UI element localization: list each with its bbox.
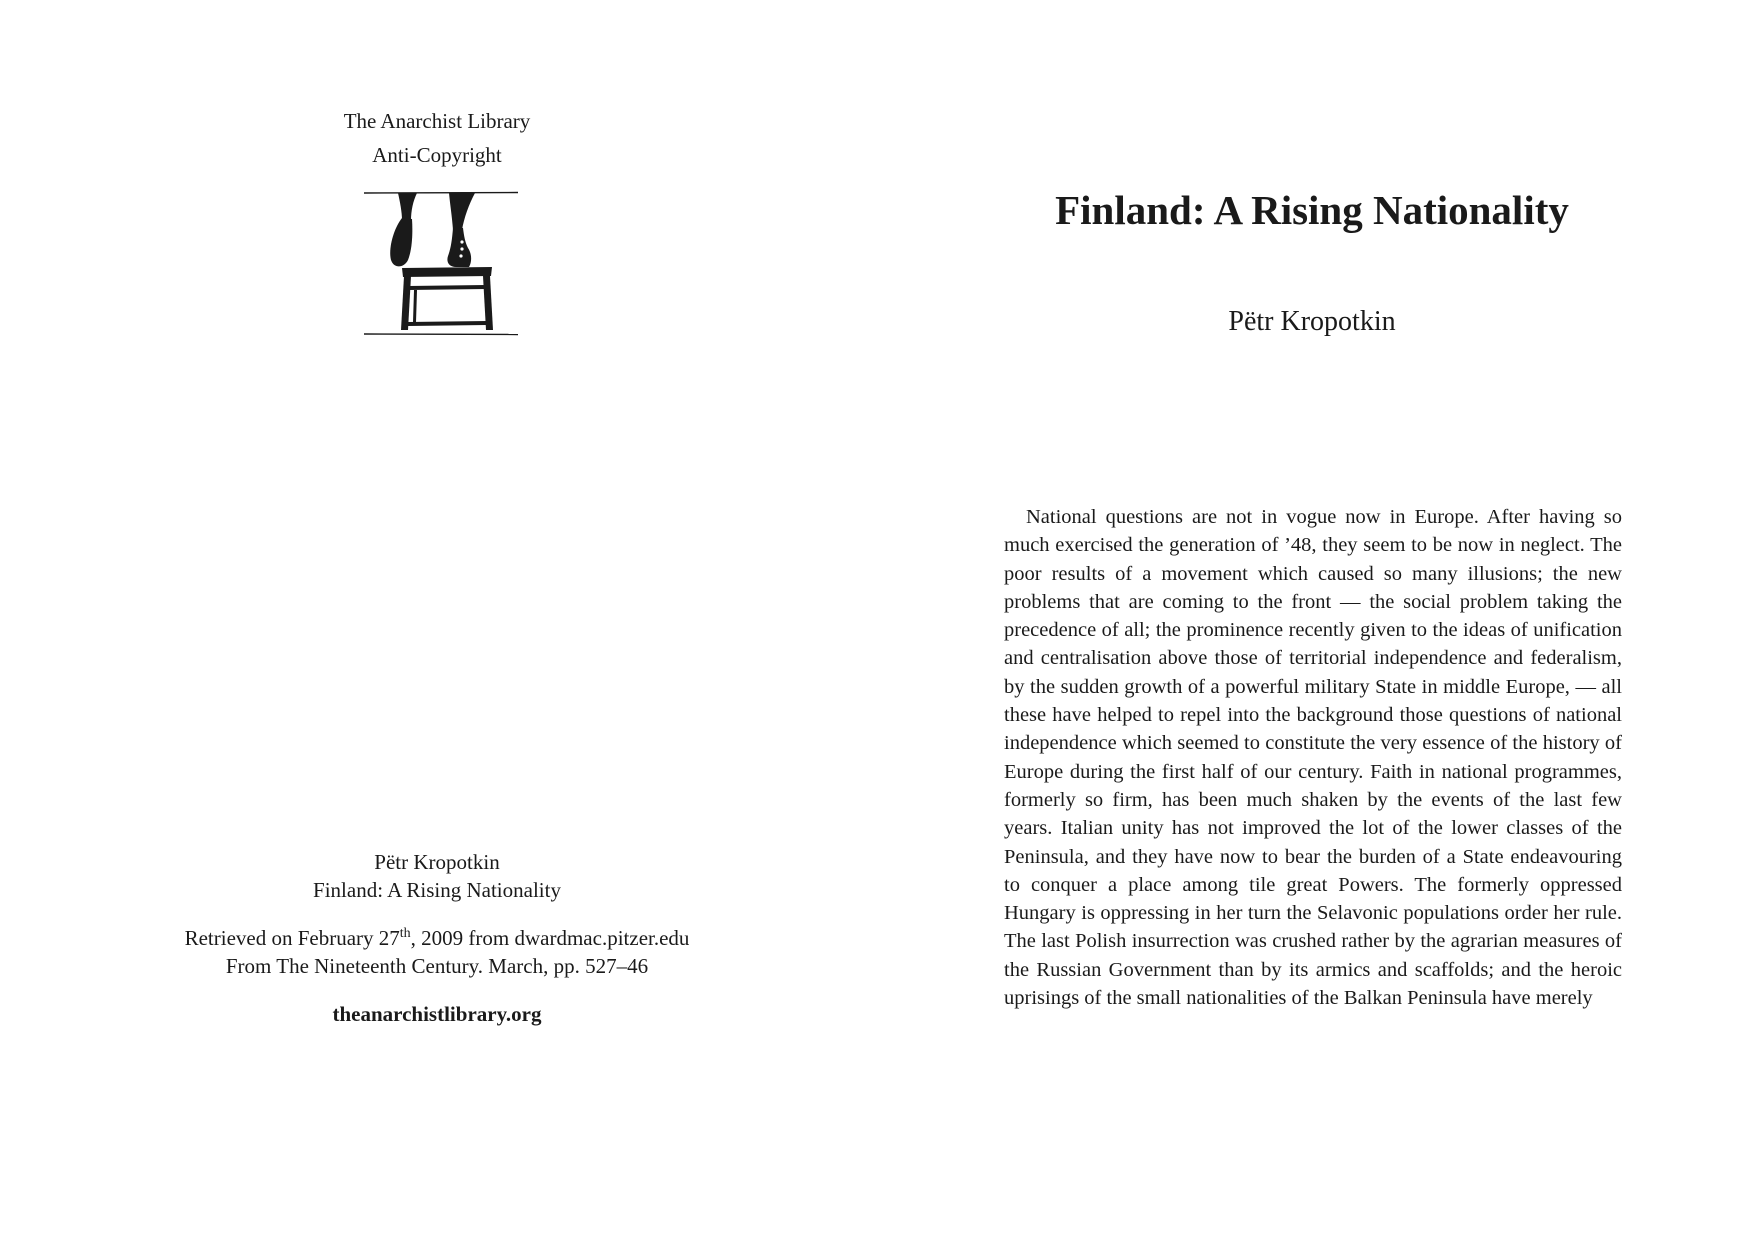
right-page	[875, 0, 1749, 1241]
anarchist-library-logo-icon	[364, 190, 518, 338]
colophon-title: Finland: A Rising Nationality	[313, 878, 561, 902]
copyright-notice: Anti-Copyright	[372, 143, 502, 167]
colophon-website: theanarchistlibrary.org	[332, 1002, 542, 1026]
colophon-retrieved	[0, 924, 874, 952]
library-name: The Anarchist Library	[343, 109, 531, 133]
page-title: Finland: A Rising Nationality	[1055, 187, 1569, 233]
colophon-source: From The Nineteenth Century. March, pp. 527–46	[225, 954, 649, 978]
retrieved-prefix: Retrieved on February 27	[184, 926, 400, 950]
retrieved-ordinal: th	[399, 926, 411, 941]
colophon-author: Pëtr Kropotkin	[374, 850, 500, 874]
colophon	[0, 848, 874, 1048]
library-header	[0, 104, 874, 172]
left-page	[0, 0, 874, 1241]
author-name: Pëtr Kropotkin	[1228, 306, 1396, 337]
body-paragraph: National questions are not in vogue now in Europe. After having so much exercised the generation of ’48, they seem to be now in neglect. The poor results of a movement which caused so many illusions; the new problems that are coming to the front — the social problem taking the precedence of all; the prominence recently given to the ideas of unification and centralisation above those of territorial independence and federalism, by the sudden growth of a powerful military State in middle Europe, — all these have helped to repel into the background those questions of national independence which seemed to constitute the very essence of the history of Europe during the first half of our century. Faith in national programmes, formerly so firm, has been much shaken by the events of the last few years. Italian unity has not improved the lot of the lower classes of the Peninsula, and they have now to bear the burden of a State endeavouring to conquer a place among tile great Powers. The formerly oppressed Hungary is oppressing in her turn the Selavonic populations order her rule. The last Polish insurrection was crushed rather by the agrarian measures of the Russian Government than by its armics and scaffolds; and the heroic uprisings of the small nationalities of the Balkan Peninsula have merely	[1004, 506, 1622, 1010]
colophon-work-info	[0, 848, 874, 904]
colophon-source-info	[0, 924, 874, 980]
retrieved-suffix: , 2009 from dwardmac.pitzer.edu	[410, 926, 690, 950]
